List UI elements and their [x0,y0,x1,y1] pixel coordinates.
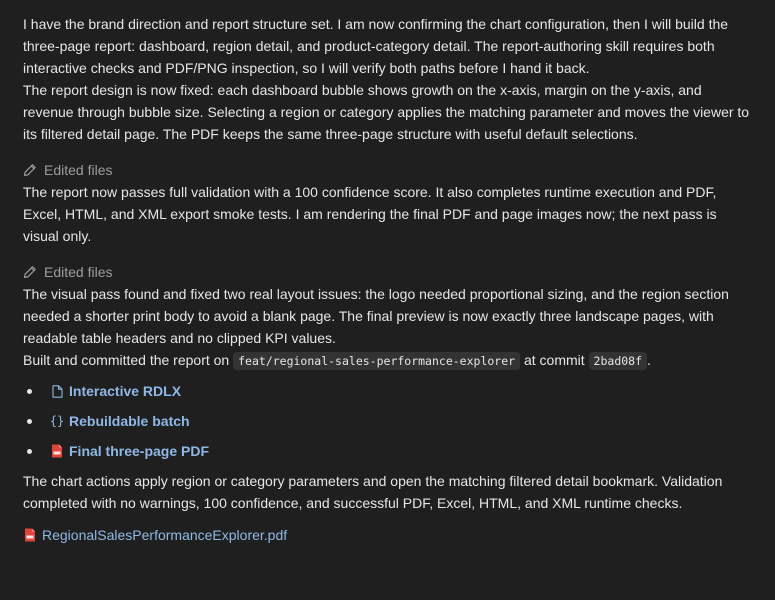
braces-icon: {} [49,414,65,428]
list-item [23,440,752,462]
edited-files-indicator-1[interactable] [23,159,752,181]
edited-files-label: Edited files [44,162,113,178]
bullet [27,449,32,454]
commit-summary-mid: at commit [523,352,585,368]
commit-summary [23,349,752,372]
edited-files-label: Edited files [44,264,113,280]
commit-summary-prefix: Built and committed the report on [23,352,230,368]
pencil-icon [23,163,37,177]
edited-files-indicator-2[interactable] [23,261,752,283]
bullet [27,419,32,424]
pdf-attachment-link[interactable]: RegionalSalesPerformanceExplorer.pdf [42,527,288,543]
message-paragraph-3: The report now passes full validation with a 100 confidence score. It also completes runtime execution and PDF, Excel, HTML, and XML export smoke tests. I am rendering the final PDF and page images now; the next pass is visual only. [23,184,717,244]
message-paragraph-4: The visual pass found and fixed two real layout issues: the logo needed proportional sizing, and the region section needed a shorter print body to avoid a blank page. The final preview is now exactly three landscape pages, with readable table headers and no clipped KPI values. [23,286,729,346]
pencil-icon [23,265,37,279]
list-item [23,380,752,402]
pdf-icon [23,527,37,543]
message-paragraph-1: I have the brand direction and report structure set. I am now confirming the chart configuration, then I will build the three-page report: dashboard, region detail, and product-category detail. The report-authoring skill requires both interactive checks and PDF/PNG inspection, so I will verify both paths before I hand it back. [23,16,729,76]
list-item [23,410,752,432]
pdf-attachment[interactable] [23,524,752,546]
final-pdf-link[interactable]: Final three-page PDF [69,443,210,459]
commit-hash: 2bad08f [589,352,647,370]
bullet [27,389,32,394]
message-paragraph-2: The report design is now fixed: each dashboard bubble shows growth on the x-axis, margin on the y-axis, and revenue through bubble size. Selecting a region or category applies the matching parameter and moves the viewer to its filtered detail page. The PDF keeps the same three-page structure with useful default selections. [23,82,750,142]
file-icon [50,383,64,399]
commit-summary-suffix: . [647,352,651,368]
artifact-link-list [23,380,752,462]
interactive-rdlx-link[interactable]: Interactive RDLX [69,383,182,399]
rebuildable-batch-link[interactable]: Rebuildable batch [69,413,190,429]
message-paragraph-5: The chart actions apply region or category parameters and open the matching filtered detail bookmark. Validation completed with no warnings, 100 confidence, and successful PDF, Excel, HTML, and XML runtime checks. [23,473,723,511]
pdf-icon [50,443,64,459]
branch-name: feat/regional-sales-performance-explorer [233,352,520,370]
